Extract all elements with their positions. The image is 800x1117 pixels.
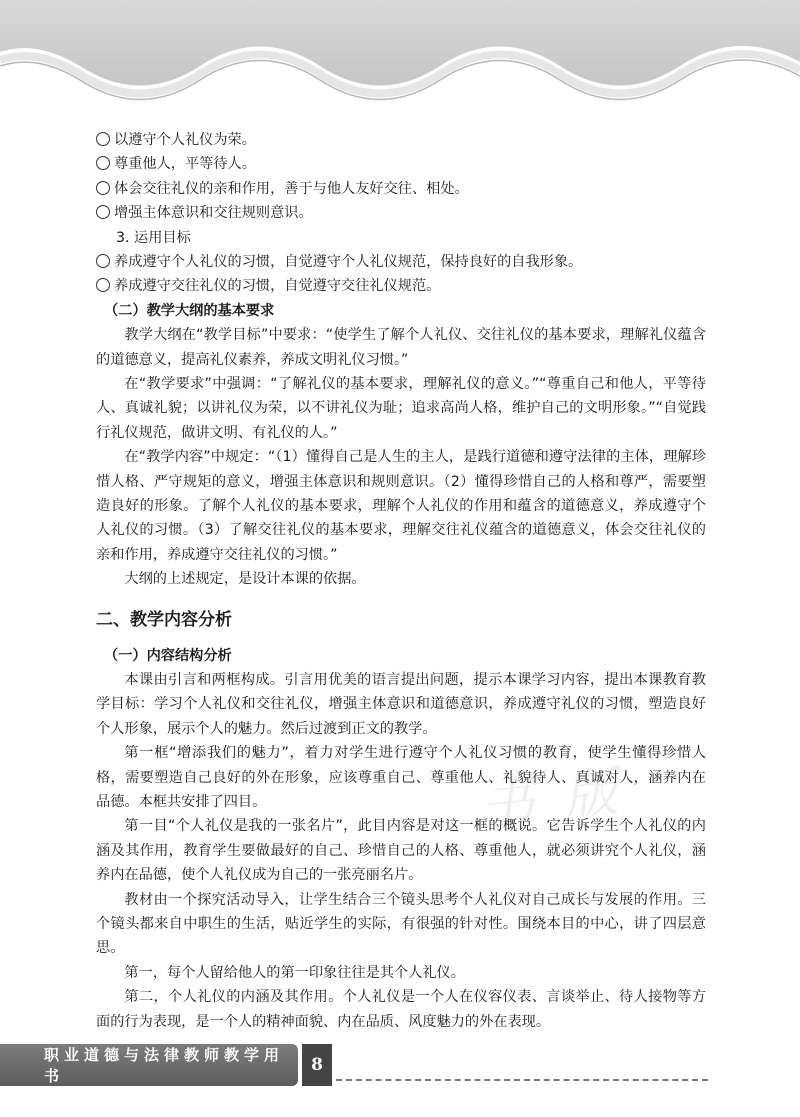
- list-item: 尊重他人，平等待人。: [96, 152, 706, 176]
- circle-bullet-icon: [96, 254, 110, 268]
- paragraph: 在“教学要求”中强调：“了解礼仪的基本要求，理解礼仪的意义。”“尊重自己和他人，平等待人、真诚礼貌；以讲礼仪为荣，以不讲礼仪为耻；追求高尚人格，维护自己的文明形象。”“自觉践行礼仪规范，做讲文明、有礼仪的人。”: [96, 375, 706, 441]
- subheading-outline: （二）教学大纲的基本要求: [104, 302, 275, 319]
- header-wave-band: [0, 0, 800, 120]
- circle-bullet-icon: [96, 278, 110, 292]
- paragraph: 本课由引言和两框构成。引言用优美的语言提出问题，提示本课学习内容，提出本课教育教学目标：学习个人礼仪和交往礼仪，增强主体意识和道德意识，养成遵守礼仪的习惯，塑造良好个人形象，展示个人的魅力。然后过渡到正文的教学。: [96, 671, 706, 737]
- footer-dashed-rule: [336, 1079, 708, 1081]
- paragraph: 第一目“个人礼仪是我的一张名片”，此目内容是对这一框的概说。它告诉学生个人礼仪的内涵及其作用，教育学生要做最好的自己、珍惜自己的人格、尊重他人，就必须讲究个人礼仪，涵养内在品德，使个人礼仪成为自己的一张亮丽名片。: [96, 818, 706, 884]
- section-heading: 二、教学内容分析: [96, 609, 232, 630]
- circle-bullet-icon: [96, 181, 110, 195]
- paragraph: 第二，个人礼仪的内涵及其作用。个人礼仪是一个人在仪容仪表、言谈举止、待人接物等方面的行为表现，是一个人的精神面貌、内在品质、风度魅力的外在表现。: [96, 989, 706, 1030]
- subheading-content: （一）内容结构分析: [104, 647, 232, 664]
- page-number: 8: [298, 1044, 332, 1086]
- list-item: 养成遵守交往礼仪的习惯，自觉遵守交往礼仪规范。: [96, 274, 706, 298]
- footer-book-title: 职业道德与法律教师教学用书: [0, 1044, 298, 1086]
- paragraph: 教材由一个探究活动导入，让学生结合三个镜头思考个人礼仪对自己成长与发展的作用。三个镜头都来自中职生的生活，贴近学生的实际，有很强的针对性。围绕本目的中心，讲了四层意思。: [96, 891, 706, 957]
- list-item: 以遵守个人礼仪为荣。: [96, 128, 706, 152]
- paragraph: 教学大纲在“教学目标”中要求：“使学生了解个人礼仪、交往礼仪的基本要求，理解礼仪蕴含的道德意义，提高礼仪素养，养成文明礼仪习惯。”: [96, 327, 706, 368]
- paragraph: 大纲的上述规定，是设计本课的依据。: [124, 571, 366, 588]
- circle-bullet-icon: [96, 205, 110, 219]
- apply-heading: 3. 运用目标: [116, 229, 191, 246]
- paragraph: 第一，每个人留给他人的第一印象往往是其个人礼仪。: [124, 964, 465, 981]
- watermark: 书 版: [477, 759, 627, 838]
- paragraph: 在“教学内容”中规定：“（1）懂得自己是人生的主人，是践行道德和遵守法律的主体，理解珍惜人格、严守规矩的意义，增强主体意识和规则意识。（2）懂得珍惜自己的人格和尊严，需要塑造良好的形象。了解个人礼仪的基本要求，理解个人礼仪的作用和蕴含的道德意义，养成遵守个人礼仪的习惯。（3）了解交往礼仪的基本要求，理解交往礼仪蕴含的道德意义，体会交往礼仪的亲和作用，养成遵守交往礼仪的习惯。”: [96, 449, 706, 563]
- circle-bullet-icon: [96, 156, 110, 170]
- list-item: 体会交往礼仪的亲和作用，善于与他人友好交往、相处。: [96, 177, 706, 201]
- paragraph: 第一框“增添我们的魅力”，着力对学生进行遵守个人礼仪习惯的教育，使学生懂得珍惜人格，需要塑造自己良好的外在形象，应该尊重自己、尊重他人、礼貌待人、真诚对人，涵养内在品德。本框共安排了四目。: [96, 745, 706, 811]
- list-item: 增强主体意识和交往规则意识。: [96, 201, 706, 225]
- list-item: 养成遵守个人礼仪的习惯，自觉遵守个人礼仪规范，保持良好的自我形象。: [96, 250, 706, 274]
- main-content: [96, 128, 706, 1034]
- circle-bullet-icon: [96, 132, 110, 146]
